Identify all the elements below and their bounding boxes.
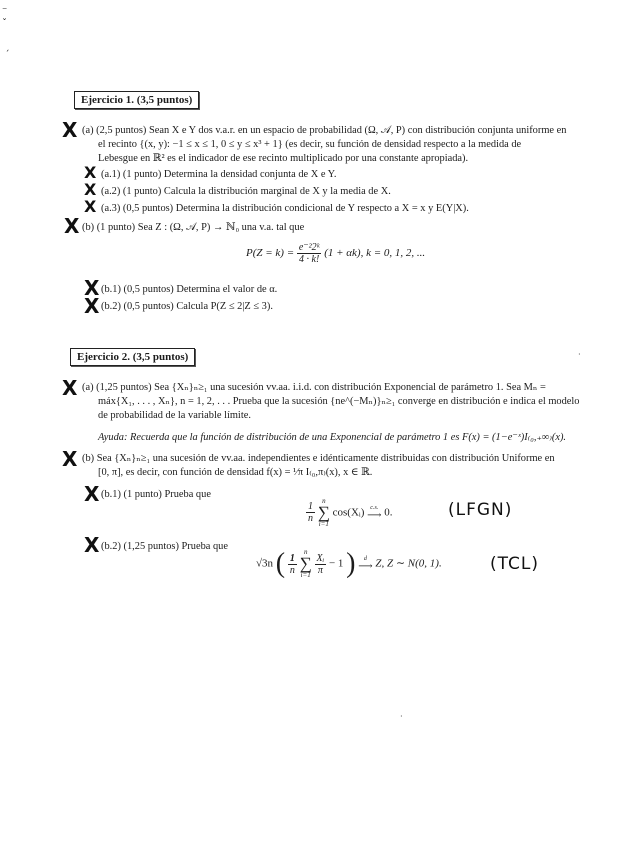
- margin-scribble-top: ⁻: [2, 6, 8, 17]
- ex2-b1-limit: 0.: [384, 506, 393, 519]
- stray-dot-bottom: ·: [400, 712, 403, 721]
- ex2-b2-frac-num: 1: [289, 552, 295, 564]
- ex2-b-line2: [0, π], es decir, con función de densidad f(x) = ¹⁄π I₍₀,π₎(x), x ∈ ℝ.: [98, 467, 373, 478]
- ex1-b-eq-den: 4 · k!: [299, 254, 320, 265]
- ex2-b2-arrow: [358, 557, 372, 571]
- ex1-b-eq-fraction: [297, 242, 322, 265]
- ex2-b2-limit: Z, Z ∼ N(0, 1).: [375, 557, 442, 570]
- ex1-a3: (a.3) (0,5 puntos) Determina la distribución condicional de Y respecto a X = x y E(Y|X).: [101, 203, 469, 214]
- ex1-b1: (b.1) (0,5 puntos) Determina el valor de α.: [101, 284, 278, 295]
- ex2-b1-sum-symbol: ∑: [317, 502, 330, 522]
- ex1-b-eq-right: (1 + αk), k = 0, 1, 2, ...: [324, 247, 426, 260]
- ex2-b2-arrow-label: d: [363, 555, 367, 562]
- ex2-b1-equation: [306, 498, 392, 527]
- ex2-b2-paren-open: (: [275, 548, 286, 579]
- ex2-b2-frac-den: n: [289, 564, 295, 576]
- ex2-b2-handwritten-note: (TCL): [490, 554, 539, 574]
- ex2-b1-frac-den: n: [308, 513, 313, 525]
- ex2-b2-inner-num: Xᵢ: [316, 552, 325, 564]
- ex2-b2: (b.2) (1,25 puntos) Prueba que: [101, 541, 228, 552]
- exercise-2-title: Ejercicio 2. (3,5 puntos): [70, 348, 195, 366]
- ex2-b2-inner-frac: [315, 553, 327, 576]
- cross-mark-1a3: X: [84, 197, 97, 216]
- ex2-b2-arrow-icon: ⟶: [358, 561, 373, 573]
- ex2-b2-frac: [288, 553, 297, 576]
- ex1-b-line: (b) (1 punto) Sea Z : (Ω, 𝒜, P) → ℕ₀ una v.a. tal que: [82, 222, 305, 233]
- cross-mark-2b1: X: [84, 482, 100, 506]
- ex2-a-line3: de probabilidad de la variable límite.: [98, 410, 251, 421]
- ex2-b1-arrow-icon: ⟶: [367, 509, 382, 521]
- cross-mark-2b2: X: [84, 533, 100, 557]
- ex1-b-equation: [246, 242, 425, 265]
- cross-mark-1a: X: [62, 118, 78, 142]
- exercise-1-title: Ejercicio 1. (3,5 puntos): [74, 91, 199, 109]
- ex2-b1-sum-bottom: i=1: [318, 519, 329, 528]
- ex2-b2-minus: − 1: [328, 557, 344, 570]
- ex2-b2-root: √3n: [256, 557, 274, 570]
- ex2-b2-equation: [256, 548, 442, 580]
- ex2-b2-sum-bottom: i=1: [300, 571, 311, 580]
- ex1-b2: (b.2) (0,5 puntos) Calcula P(Z ≤ 2|Z ≤ 3).: [101, 301, 273, 312]
- cross-mark-1a2: X: [84, 180, 97, 199]
- ex2-b2-sum-symbol: ∑: [299, 553, 312, 573]
- stray-dot-right: ·: [578, 350, 581, 359]
- ex1-a-line2: el recinto {(x, y): −1 ≤ x ≤ 1, 0 ≤ y ≤ x³ + 1} (es decir, su función de densidad respecto a la medida de: [98, 139, 522, 150]
- ex2-b1-frac: [306, 501, 315, 524]
- ex2-b1-sum-top: n: [322, 497, 326, 505]
- ex2-hint: Ayuda: Recuerda que la función de distribución de una Exponencial de parámetro 1 es F(x) = (1−e⁻ˣ)I₍₀,₊∞₎(x).: [98, 432, 567, 443]
- cross-mark-1b: X: [64, 214, 80, 238]
- ex2-b2-inner-den: π: [317, 564, 323, 576]
- ex2-b1: (b.1) (1 punto) Prueba que: [101, 489, 211, 500]
- ex2-b2-sum: [300, 549, 312, 578]
- cross-mark-1a1: X: [84, 163, 97, 182]
- ex2-a-line1: (a) (1,25 puntos) Sea {Xₙ}ₙ≥₁ una sucesión vv.aa. i.i.d. con distribución Exponencial de parámetro 1. Sea Mₙ =: [82, 382, 546, 393]
- ex2-b1-arrow-label: c.s.: [370, 504, 379, 511]
- ex1-b-eq-left: P(Z = k) =: [246, 247, 295, 260]
- ex1-a2: (a.2) (1 punto) Calcula la distribución marginal de X y la media de X.: [101, 186, 391, 197]
- cross-mark-1b1: X: [84, 276, 100, 300]
- ex2-b1-sum: [318, 498, 330, 527]
- cross-mark-1b2: X: [84, 294, 100, 318]
- cross-mark-2b: X: [62, 447, 78, 471]
- ex2-a-line2: máx{X₁, . . . , Xₙ}, n = 1, 2, . . . Prueba que la sucesión {ne^(−Mₙ)}ₙ≥₁ converge en distribución e indica el modelo: [98, 396, 580, 407]
- ex1-b-eq-num: e⁻²2ᵏ: [298, 242, 320, 253]
- ex2-b1-handwritten-note: (LFGN): [448, 500, 513, 520]
- ex2-b2-paren-close: ): [346, 548, 356, 579]
- ex1-a-line1: (a) (2,5 puntos) Sean X e Y dos v.a.r. en un espacio de probabilidad (Ω, 𝒜, P) con distribución conjunta uniforme en: [82, 125, 567, 136]
- ex1-a-line3: Lebesgue en ℝ² es el indicador de ese recinto multiplicado por una constante apropiada).: [98, 153, 469, 164]
- margin-scribble-low: ˊ: [5, 50, 10, 60]
- ex2-b-line1: (b) Sea {Xₙ}ₙ≥₁ una sucesión de vv.aa. independientes e idénticamente distribuidas con distribución Uniforme en: [82, 453, 555, 464]
- ex2-b1-frac-num: 1: [308, 501, 313, 513]
- ex2-b1-term: cos(Xᵢ): [332, 506, 365, 519]
- ex2-b2-sum-top: n: [303, 548, 308, 557]
- ex2-b1-arrow: [367, 506, 381, 520]
- ex1-a1: (a.1) (1 punto) Determina la densidad conjunta de X e Y.: [101, 169, 337, 180]
- margin-scribble-mid: ˇ: [2, 18, 7, 29]
- cross-mark-2a: X: [62, 376, 78, 400]
